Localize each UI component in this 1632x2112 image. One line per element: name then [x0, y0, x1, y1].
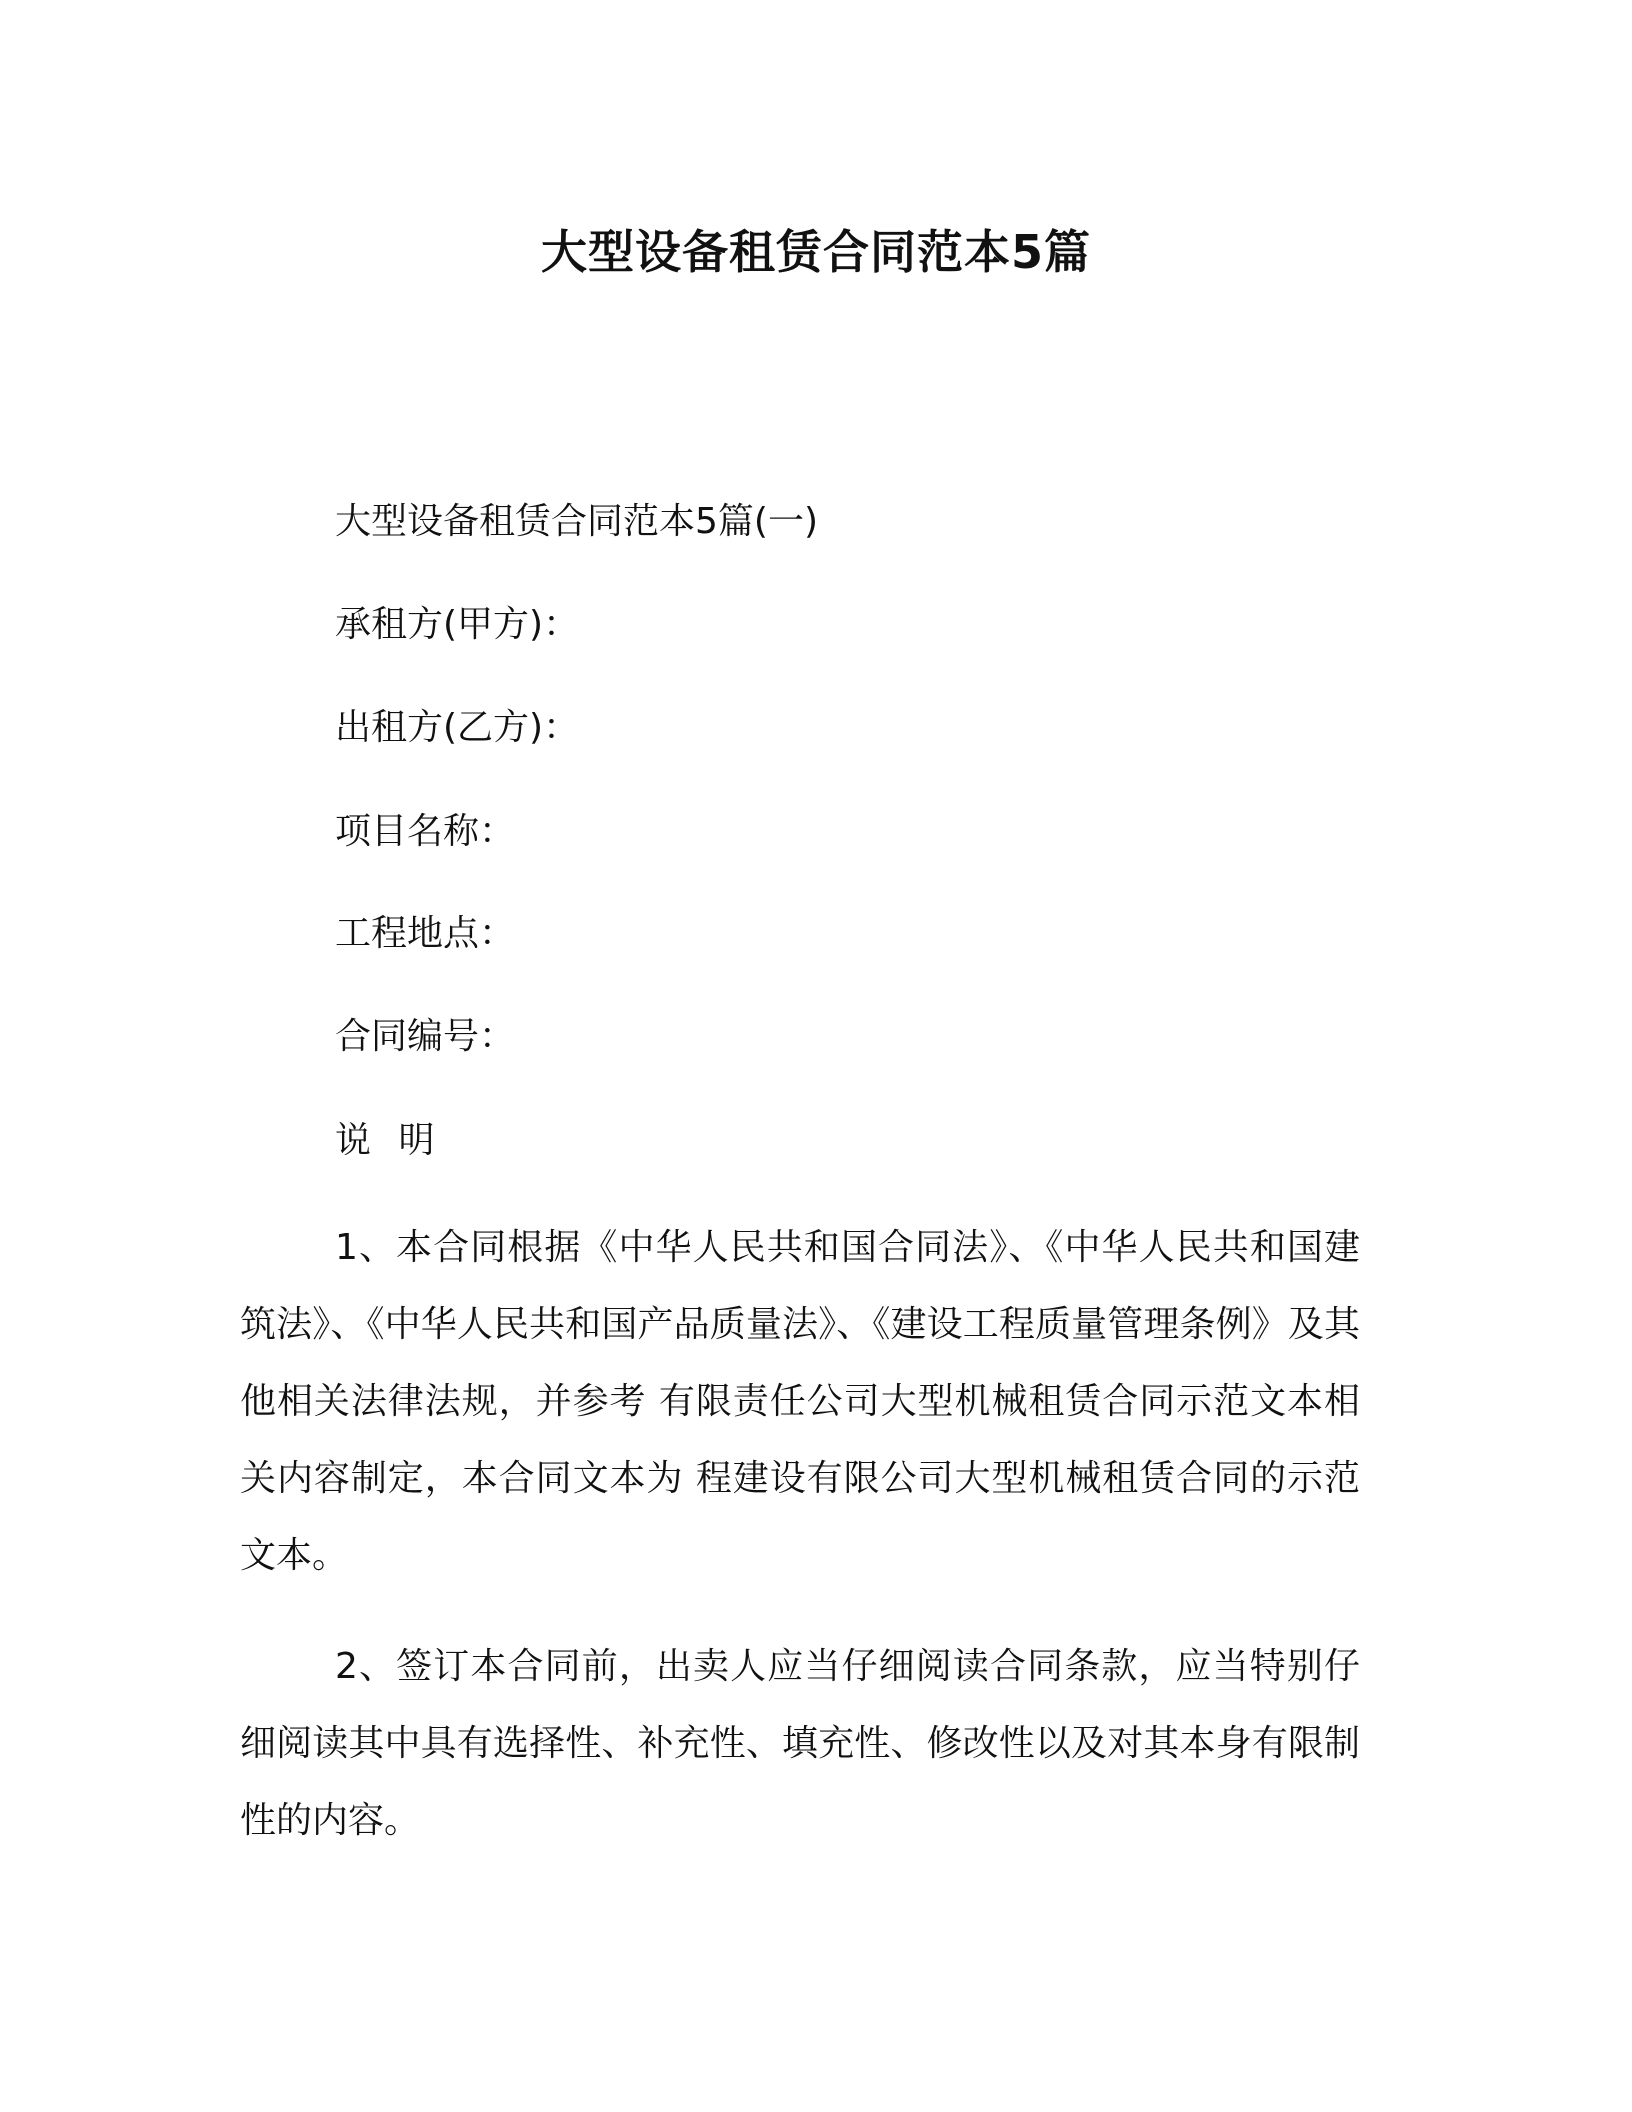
- paragraph-1: 1、本合同根据《中华人民共和国合同法》、《中华人民共和国建筑法》、《中华人民共和国产品质量法》、《建设工程质量管理条例》及其他相关法律法规，并参考 有限责任公司大型机械租赁合同示范文本相关内容制定，本合同文本为 程建设有限公司大型机械租赁合同的示范文本。: [240, 1227, 1360, 1576]
- section-subtitle: 大型设备租赁合同范本5篇(一): [335, 501, 818, 542]
- project-name-field: 项目名称：: [335, 811, 516, 852]
- lessor-field: 出租方(乙方)：: [335, 707, 580, 748]
- paragraph-2: 2、签订本合同前，出卖人应当仔细阅读合同条款，应当特别仔细阅读其中具有选择性、补充性、填充性、修改性以及对其本身有限制性的内容。: [240, 1646, 1360, 1841]
- document-title: 大型设备租赁合同范本5篇: [540, 225, 1091, 279]
- lessee-field: 承租方(甲方)：: [335, 604, 580, 645]
- contract-number-field: 合同编号：: [335, 1016, 516, 1057]
- notes-heading: 说 明: [335, 1120, 443, 1161]
- project-location-field: 工程地点：: [335, 913, 516, 954]
